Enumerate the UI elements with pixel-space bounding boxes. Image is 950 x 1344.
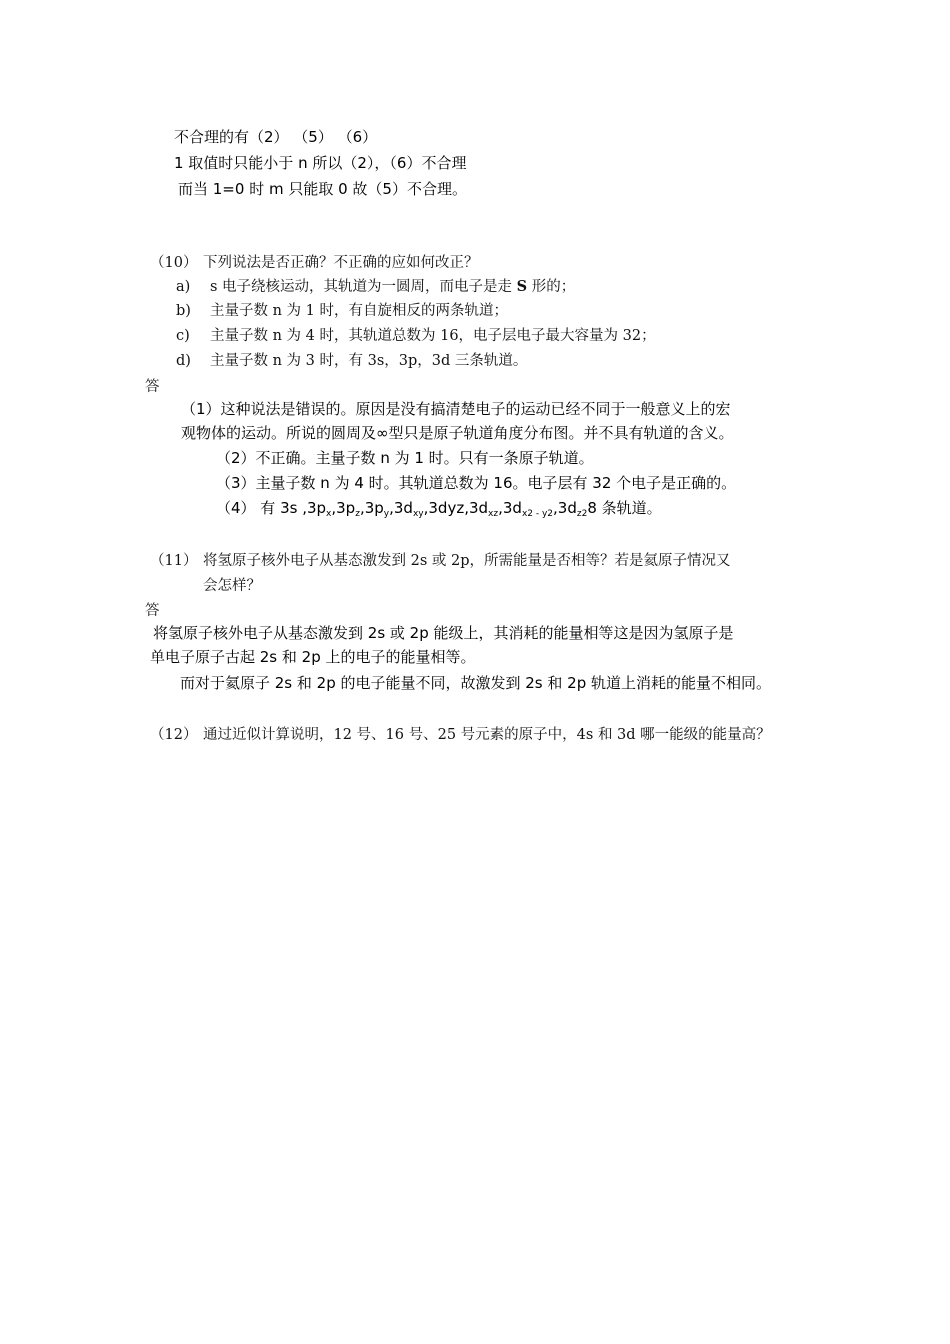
q11-answer-line-2: 单电子原子古起 2s 和 2p 上的电子的能量相等。 [150,648,476,666]
q10-answer-line-1: （1）这种说法是错误的。原因是没有搞清楚电子的运动已经不同于一般意义上的宏 [181,400,731,418]
q10-item-b-label: b) [176,303,191,319]
q11-number: （11） [150,553,198,569]
q11-text-1: 将氢原子核外电子从基态激发到 2s 或 2p，所需能量是否相等？若是氦原子情况又 [203,553,731,569]
q10-answer-line-3: （2）不正确。主量子数 n 为 1 时。只有一条原子轨道。 [216,449,594,467]
q10-item-c-label: c) [176,328,190,344]
q10-item-a-text: s 电子绕核运动，其轨道为一圆周，而电子是走 S 形的； [210,278,576,295]
q12-number: （12） [150,727,198,743]
q10-item-c-text: 主量子数 n 为 4 时，其轨道总数为 16，电子层电子最大容量为 32； [210,328,656,344]
q10-item-a-label: a) [176,279,191,295]
q11-text-2: 会怎样？ [203,578,261,594]
scan-line-1: 不合理的有（2） （5） （6） [174,128,378,146]
scan-line-3: 而当 1=0 时 m 只能取 0 故（5）不合理。 [178,180,467,198]
q10-number: （10） [150,255,198,271]
q10-answer-label: 答 [145,379,160,395]
q11-answer-line-3: 而对于氦原子 2s 和 2p 的电子能量不同，故激发到 2s 和 2p 轨道上消耗的能量不相同。 [180,674,771,692]
q12-text: 通过近似计算说明，12 号、16 号、25 号元素的原子中，4s 和 3d 哪一能级的能量高？ [203,727,771,743]
q10-answer-line-2: 观物体的运动。所说的圆周及∞型只是原子轨道角度分布图。并不具有轨道的含义。 [181,424,734,442]
q10-answer-line-4: （3）主量子数 n 为 4 时。其轨道总数为 16。电子层有 32 个电子是正确的。 [216,474,737,492]
q10-text: 下列说法是否正确？不正确的应如何改正？ [203,255,479,271]
bold-s: S [516,278,528,295]
q11-answer-label: 答 [145,603,160,619]
q10-item-b-text: 主量子数 n 为 1 时，有自旋相反的两条轨道； [210,303,508,319]
q11-answer-line-1: 将氢原子核外电子从基态激发到 2s 或 2p 能级上，其消耗的能量相等这是因为氢原子是 [153,624,734,642]
q10-answer-line-5: （4） 有 3s $,3p_x,3p_z,3p_y,3d_{xy},3dyz,3d_{xz},3d_{x2 - y2},3d_{z2}8$ 条轨道。 [216,499,662,519]
scan-line-2: 1 取值时只能小于 n 所以（2），（6）不合理 [174,154,467,172]
q10-item-d-label: d) [176,353,191,369]
q10-item-d-text: 主量子数 n 为 3 时，有 3s，3p，3d 三条轨道。 [210,353,528,369]
